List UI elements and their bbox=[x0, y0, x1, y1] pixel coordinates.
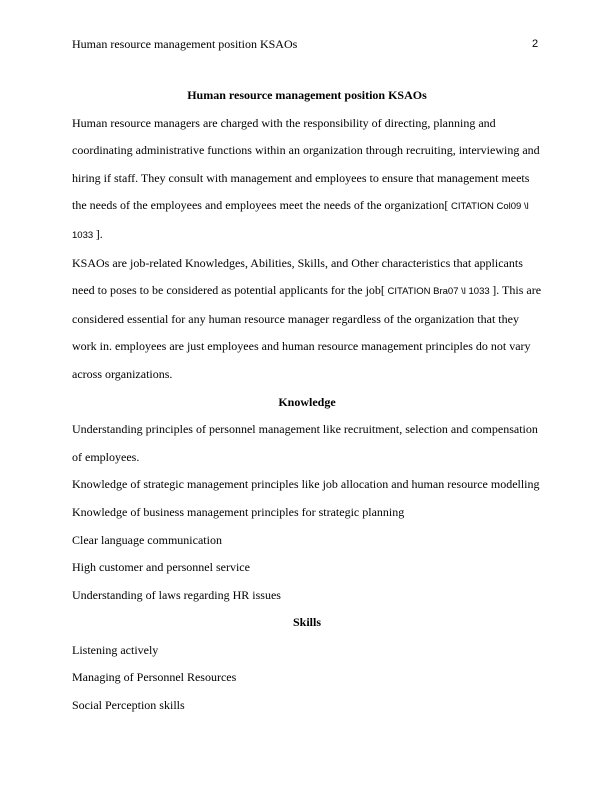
intro-paragraph bbox=[72, 110, 542, 250]
knowledge-item: Understanding of laws regarding HR issues bbox=[72, 587, 281, 602]
intro-citation: CITATION Col09 \l 1033 bbox=[72, 201, 529, 241]
skills-item: Social Perception skills bbox=[72, 698, 185, 713]
skills-heading: Skills bbox=[292, 615, 322, 630]
ksao-citation: CITATION Bra07 \l 1033 bbox=[384, 286, 493, 298]
ksao-tail: ]. This are considered essential for any human resource manager regardless of the organization that they work in. employees are just employees and human resource management principles do not vary across organizations. bbox=[72, 283, 542, 381]
skills-item: Listening actively bbox=[72, 642, 159, 657]
page-number: 2 bbox=[532, 38, 539, 50]
intro-text: Human resource managers are charged with the responsibility of directing, planning and coordinating administrative functions within an organization through recruiting, interviewing and hiring if staff. They consult with management and employees to ensure that management meets the needs of the employees and employees meet the needs of the organization[ bbox=[72, 115, 540, 213]
document-body bbox=[72, 82, 542, 720]
knowledge-item: High customer and personnel service bbox=[72, 560, 250, 575]
document-title: Human resource management position KSAOs bbox=[187, 88, 427, 102]
skills-item: Managing of Personnel Resources bbox=[72, 670, 237, 685]
knowledge-item: Knowledge of strategic management principles like job allocation and human resource modelling bbox=[72, 477, 540, 492]
knowledge-item: Knowledge of business management principles for strategic planning bbox=[72, 504, 405, 519]
ksao-paragraph bbox=[72, 250, 542, 389]
ksao-text: KSAOs are job-related Knowledges, Abilities, Skills, and Other characteristics that applicants need to poses to be considered as potential applicants for the job[ bbox=[72, 255, 523, 298]
knowledge-item: Clear language communication bbox=[72, 532, 222, 547]
intro-tail: ]. bbox=[95, 226, 103, 241]
knowledge-item: Understanding principles of personnel management like recruitment, selection and compensation of employees. bbox=[72, 422, 538, 464]
knowledge-heading: Knowledge bbox=[278, 394, 336, 409]
running-header: Human resource management position KSAOs bbox=[72, 37, 298, 51]
